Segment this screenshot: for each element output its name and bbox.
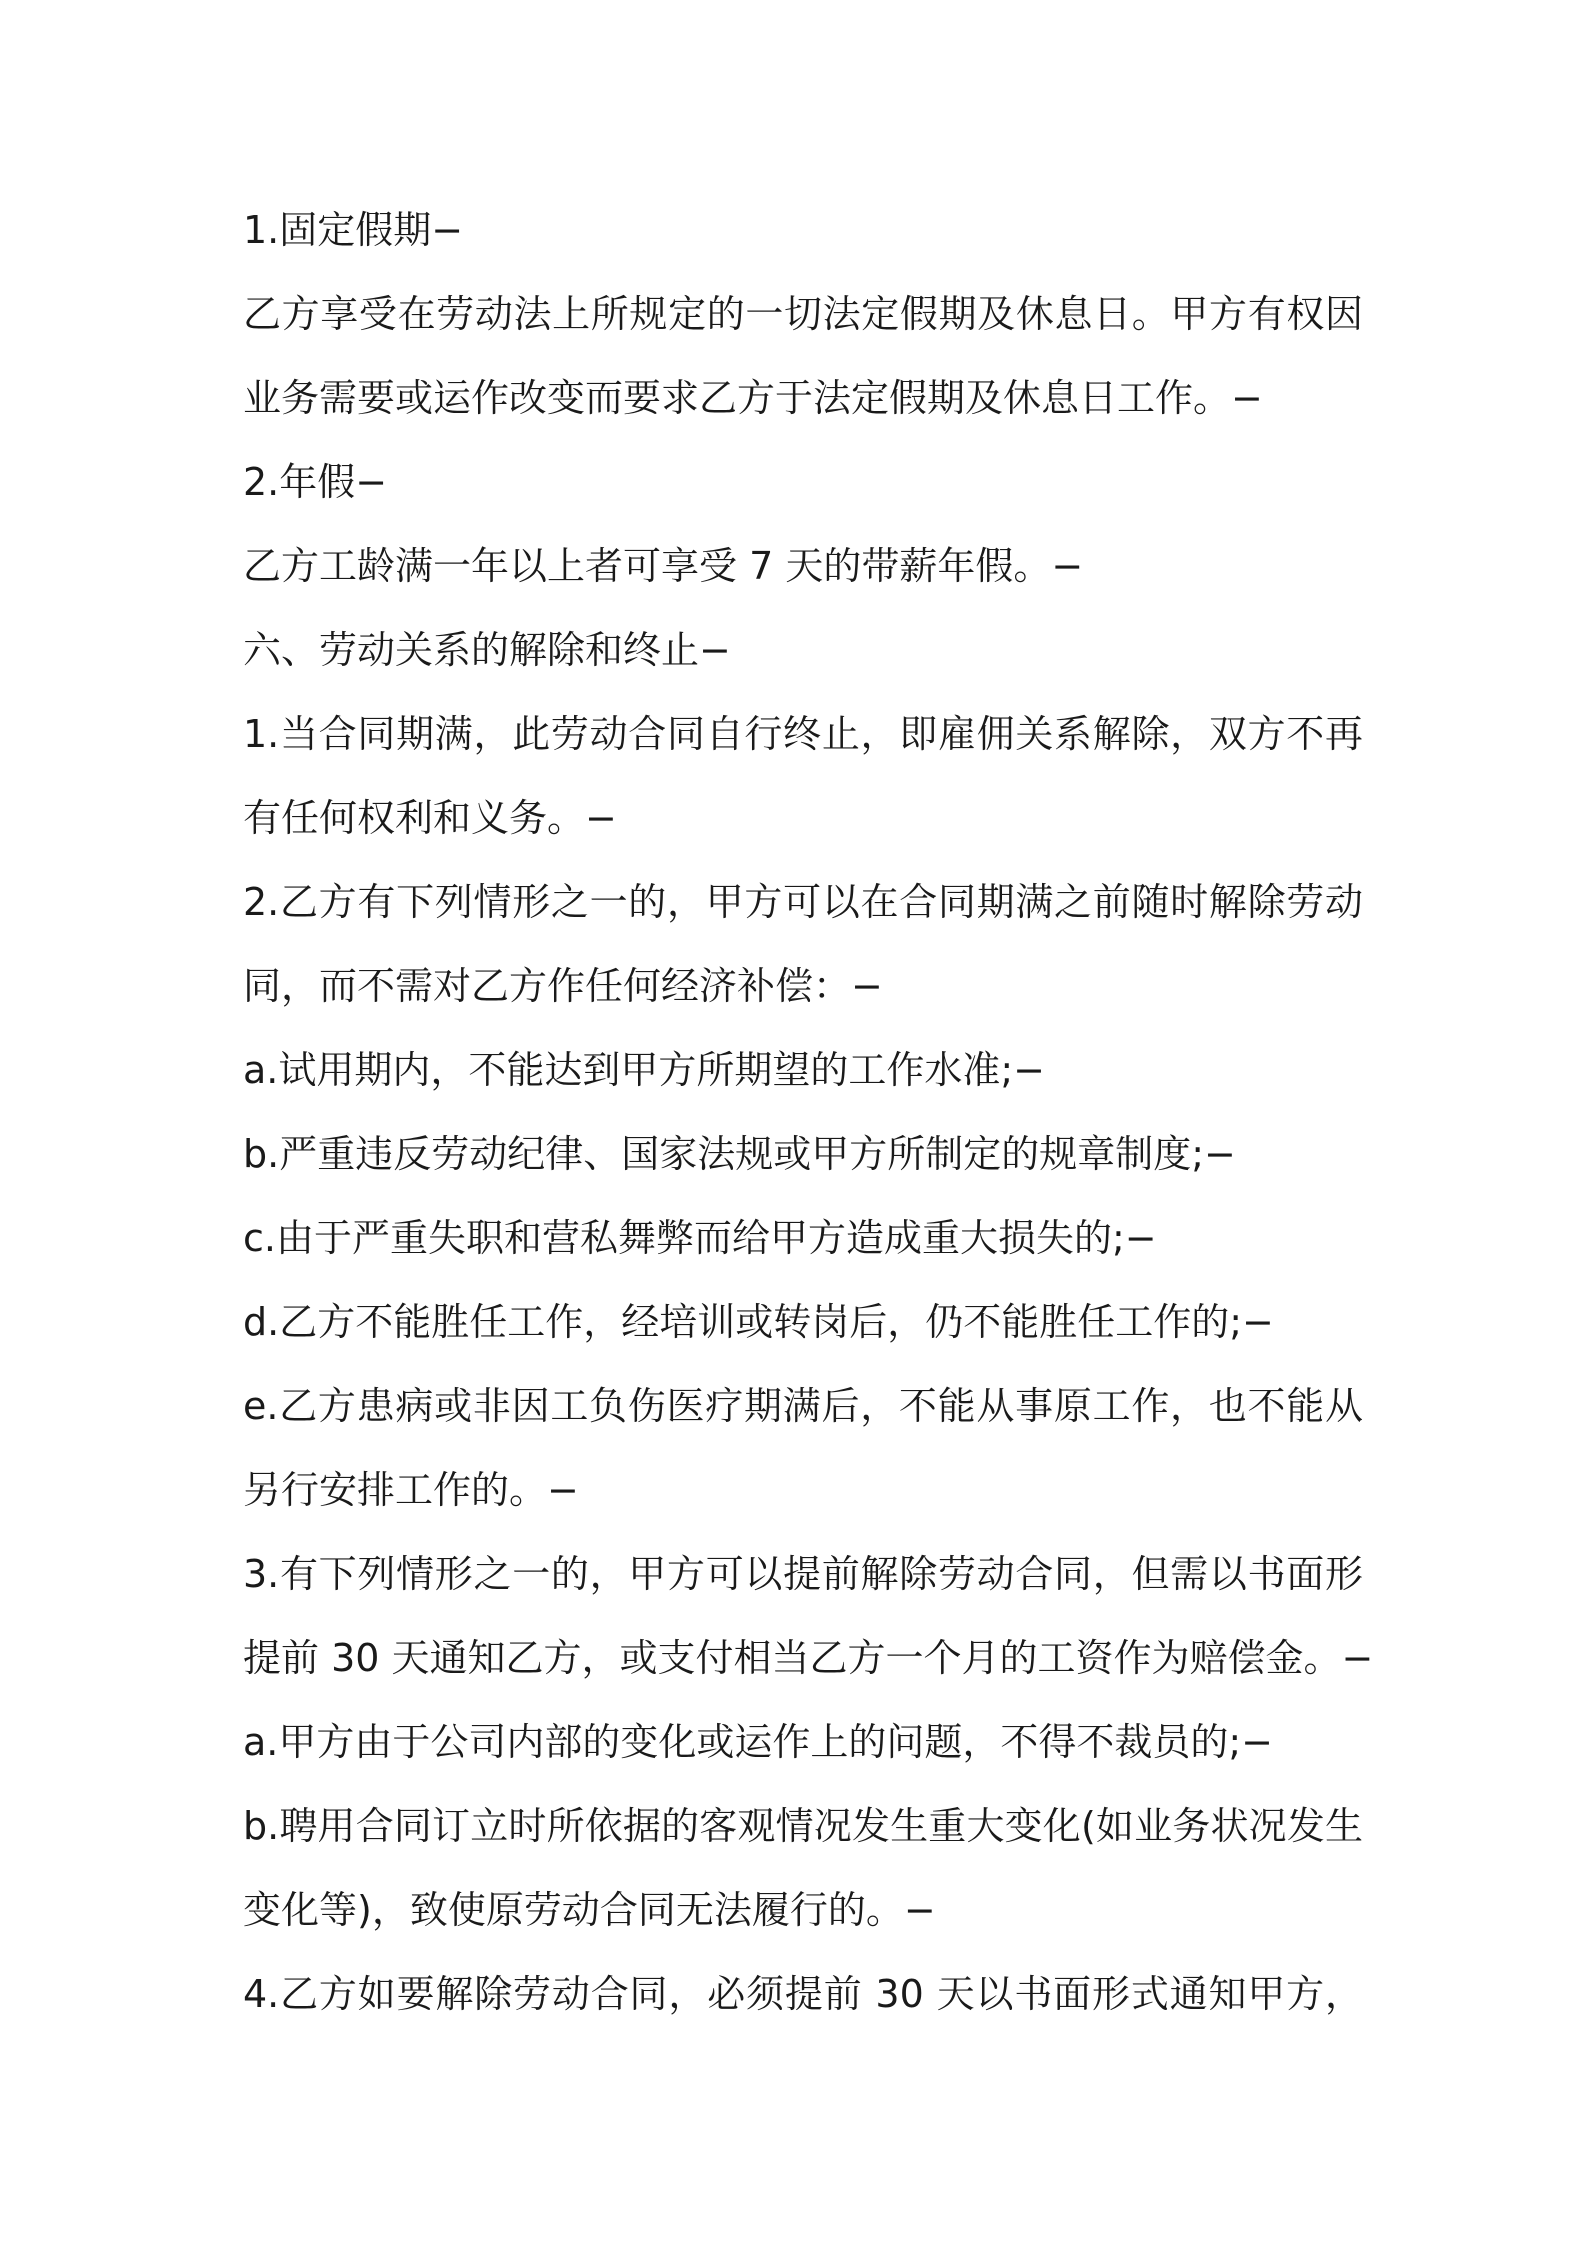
list-item: d.乙方不能胜任工作，经培训或转岗后，仍不能胜任工作的;− bbox=[243, 1300, 1274, 1344]
paragraph-line: 同，而不需对乙方作任何经济补偿：− bbox=[243, 964, 883, 1008]
paragraph-line: 乙方享受在劳动法上所规定的一切法定假期及休息日。甲方有权因 bbox=[243, 292, 1363, 336]
paragraph-line: 3.有下列情形之一的，甲方可以提前解除劳动合同，但需以书面形 bbox=[243, 1552, 1363, 1596]
heading-fixed-holidays: 1.固定假期− bbox=[243, 208, 464, 252]
paragraph-line: 1.当合同期满，此劳动合同自行终止，即雇佣关系解除，双方不再 bbox=[243, 712, 1363, 756]
list-item: a.试用期内，不能达到甲方所期望的工作水准;− bbox=[243, 1048, 1046, 1092]
list-item: b.严重违反劳动纪律、国家法规或甲方所制定的规章制度;− bbox=[243, 1132, 1236, 1176]
list-item: e.乙方患病或非因工负伤医疗期满后，不能从事原工作，也不能从 bbox=[243, 1384, 1363, 1428]
paragraph-line: 提前 30 天通知乙方，或支付相当乙方一个月的工资作为赔偿金。− bbox=[243, 1636, 1374, 1680]
paragraph-line: 4.乙方如要解除劳动合同，必须提前 30 天以书面形式通知甲方， bbox=[243, 1972, 1363, 2016]
paragraph-line: 2.乙方有下列情形之一的，甲方可以在合同期满之前随时解除劳动 bbox=[243, 880, 1363, 924]
list-item: c.由于严重失职和营私舞弊而给甲方造成重大损失的;− bbox=[243, 1216, 1157, 1260]
list-item-continuation: 变化等)，致使原劳动合同无法履行的。− bbox=[243, 1888, 936, 1932]
list-item-continuation: 另行安排工作的。− bbox=[243, 1468, 579, 1512]
list-item: b.聘用合同订立时所依据的客观情况发生重大变化(如业务状况发生 bbox=[243, 1804, 1363, 1848]
paragraph-line: 乙方工龄满一年以上者可享受 7 天的带薪年假。− bbox=[243, 544, 1084, 588]
paragraph-line: 有任何权利和义务。− bbox=[243, 796, 617, 840]
section-heading-termination: 六、劳动关系的解除和终止− bbox=[243, 628, 731, 672]
heading-annual-leave: 2.年假− bbox=[243, 460, 388, 504]
paragraph-line: 业务需要或运作改变而要求乙方于法定假期及休息日工作。− bbox=[243, 376, 1263, 420]
list-item: a.甲方由于公司内部的变化或运作上的问题，不得不裁员的;− bbox=[243, 1720, 1274, 1764]
